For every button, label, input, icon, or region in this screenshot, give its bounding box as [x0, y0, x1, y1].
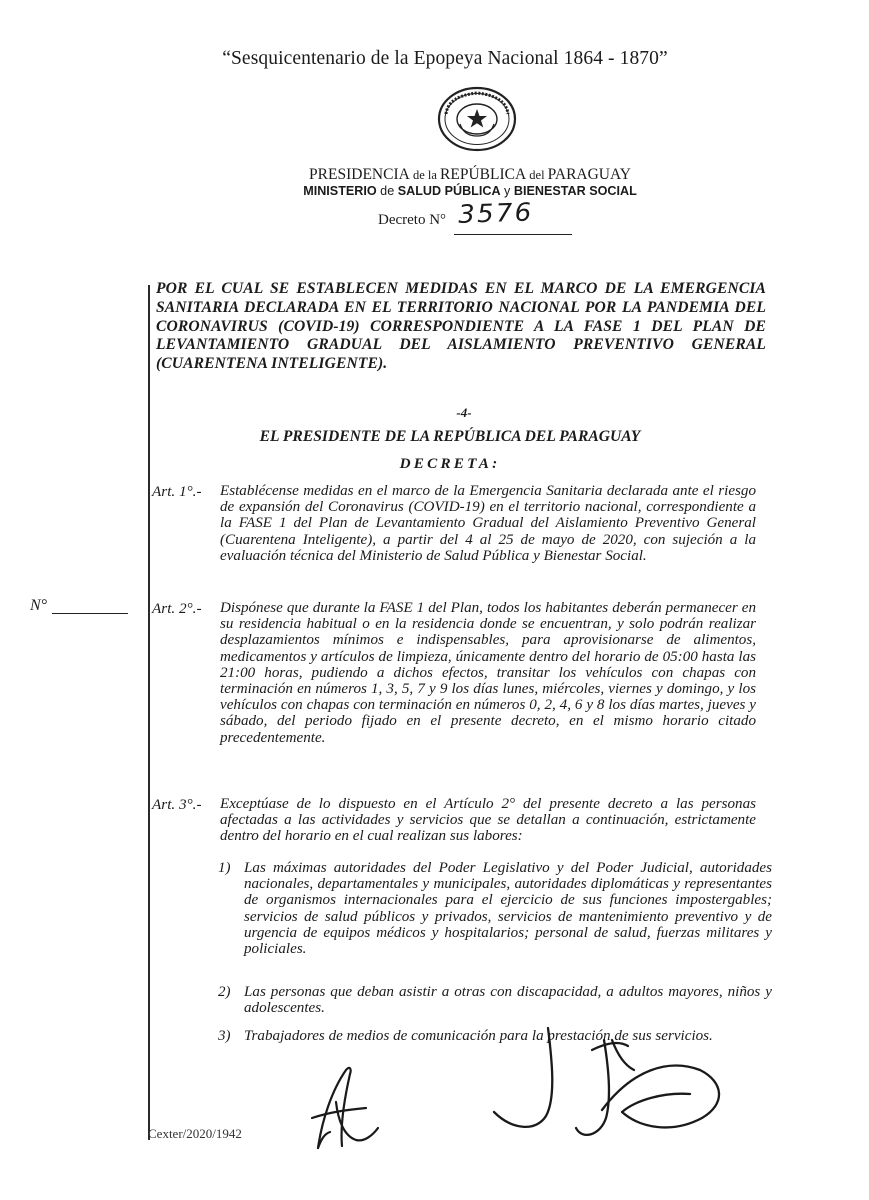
page-number: -4- — [456, 405, 472, 420]
decreta-heading: DECRETA: — [399, 455, 501, 472]
salud-word: SALUD PÚBLICA — [397, 184, 501, 198]
de-la-word: de la — [409, 168, 441, 182]
left-margin-rule — [148, 285, 150, 1140]
article-1-text: Establécense medidas en el marco de la Emergencia Sanitaria declarada ante el riesgo de expansión del Coronavirus (COVID-19) en el territorio nacional, correspondiente a la FASE 1 del Plan de Levantamiento Gradual del Aislamiento Preventivo General (Cuarentena Inteligente), a partir del 4 al 25 de mayo de 2020, con sujeción a la evaluación técnica del Ministerio de Salud Pública y Bienestar Social. — [220, 483, 756, 564]
decreto-number: 3576 — [457, 197, 534, 229]
ministerio-header — [150, 184, 790, 198]
y-word: y — [500, 184, 514, 198]
list-item-1-text: Las máximas autoridades del Poder Legislativo y del Poder Judicial, autoridades nacionales, departamentales y municipales, autoridades diplomáticas y representantes de organismos internacionales para el ejercicio de sus funciones impostergables; servicios de salud públicos y privados, servicios de mantenimiento preventivo y de urgencia de equipos médicos y hospitalarios; personal de salud, fuerzas militares y policiales. — [244, 860, 772, 958]
list-item-3-text: Trabajadores de medios de comunicación para la prestación de sus servicios. — [244, 1028, 713, 1044]
signature-left-icon — [312, 1068, 378, 1148]
list-item-1-number: 1) — [218, 860, 231, 876]
margin-number-label: N° — [30, 597, 48, 614]
presidente-heading: EL PRESIDENTE DE LA REPÚBLICA DEL PARAGUAY — [259, 428, 641, 445]
republica-word: REPÚBLICA — [440, 166, 527, 183]
motto: “Sesquicentenario de la Epopeya Nacional 1864 - 1870” — [222, 48, 668, 69]
presidencia-header — [150, 166, 790, 184]
de-word: de — [376, 184, 398, 198]
footer-reference-code: Cexter/2020/1942 — [148, 1126, 242, 1141]
list-item-2-number: 2) — [218, 984, 231, 1000]
article-1-label: Art. 1°.- — [152, 483, 202, 500]
article-2-text: Dispónese que durante la FASE 1 del Plan, todos los habitantes deberán permanecer en su residencia habitual o en la residencia donde se encuentran, y solo podrán realizar desplazamientos mínimos e indispensables, para aprovisionarse de alimentos, medicamentos y artículos de limpieza, únicamente dentro del horario de 05:00 hasta las 21:00 horas, pudiendo a dichos efectos, transitar los vehículos con chapas con terminación en números 1, 3, 5, 7 y 9 los días lunes, miércoles, viernes y domingo, y los vehículos con chapas con terminación en números 0, 2, 4, 6 y 8 los días martes, jueves y sábado, del periodo fijado en el presente decreto, en el mismo horario citado precedentemente. — [220, 600, 756, 746]
list-item-2-text: Las personas que deban asistir a otras con discapacidad, a adultos mayores, niños y adolescentes. — [244, 984, 772, 1017]
decreto-number-field — [454, 197, 572, 235]
national-seal-icon — [432, 84, 522, 154]
article-2-label: Art. 2°.- — [152, 600, 202, 617]
decreto-label: Decreto N° — [378, 212, 447, 228]
presidencia-word: PRESIDENCIA — [309, 166, 410, 183]
margin-number-line — [52, 613, 128, 614]
decree-title: POR EL CUAL SE ESTABLECEN MEDIDAS EN EL MARCO DE LA EMERGENCIA SANITARIA DECLARADA EN EL TERRITORIO NACIONAL POR LA PANDEMIA DEL CORONAVIRUS (COVID-19) CORRESPONDIENTE A LA FASE 1 DEL PLAN DE LEVANTAMIENTO GRADUAL DEL AISLAMIENTO PREVENTIVO GENERAL (CUARENTENA INTELIGENTE). — [156, 280, 766, 373]
paraguay-word: PARAGUAY — [547, 166, 631, 183]
article-3-label: Art. 3°.- — [152, 796, 202, 813]
ministerio-word: MINISTERIO — [303, 184, 377, 198]
bienestar-word: BIENESTAR SOCIAL — [513, 184, 637, 198]
article-3-text: Exceptúase de lo dispuesto en el Artículo 2° del presente decreto a las personas afectadas a las actividades y servicios que se detallan a continuación, estrictamente dentro del horario en el cual realizan sus labores: — [220, 796, 756, 845]
del-word: del — [526, 168, 548, 182]
list-item-3-number: 3) — [218, 1028, 231, 1044]
